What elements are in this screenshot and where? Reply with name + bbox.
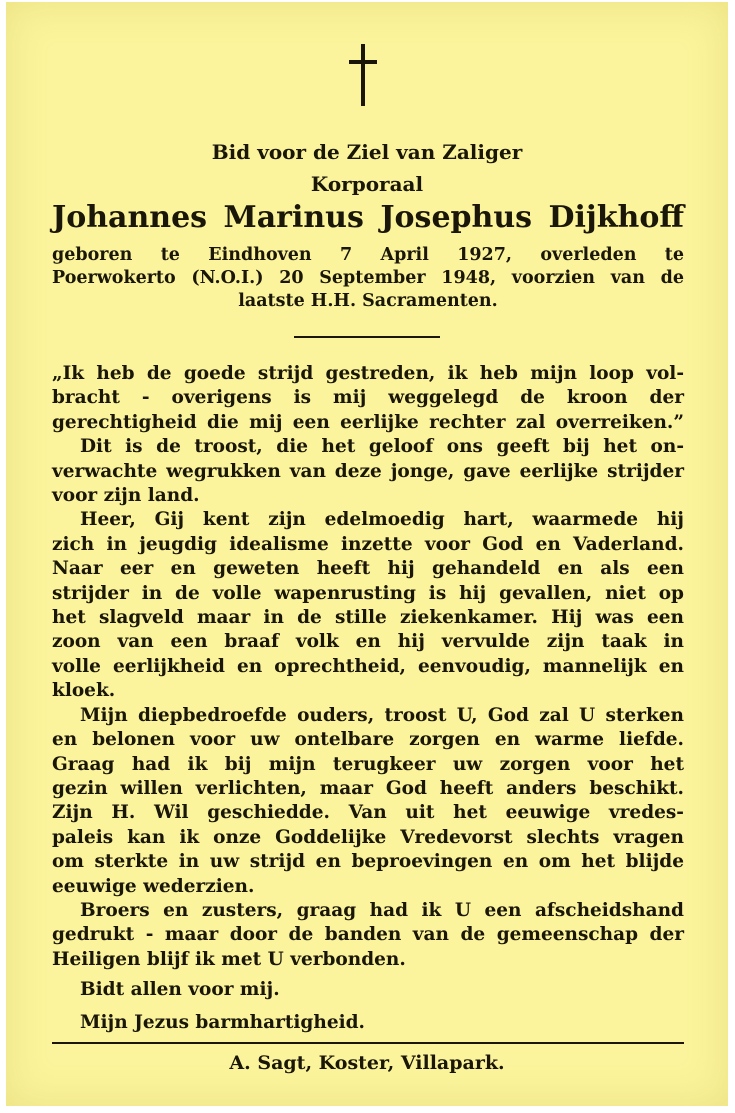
text-line: volle eerlijkheid en oprechtheid, eenvoudig, mannelijk en bbox=[52, 655, 684, 677]
divider-long bbox=[52, 1042, 684, 1044]
text-line: zoon van een braaf volk en hij vervulde zijn taak in bbox=[52, 631, 684, 653]
text-line: zich in jeugdig idealisme inzette voor God en Vaderland. bbox=[52, 533, 684, 555]
text-line: gedrukt - maar door de banden van de gemeenschap der bbox=[52, 924, 684, 946]
text-line: Mijn diepbedroefde ouders, troost U, God zal U sterken bbox=[80, 704, 684, 726]
deceased-name: Johannes Marinus Josephus Dijkhoff bbox=[52, 200, 684, 235]
text-line: „Ik heb de goede strijd gestreden, ik heb mijn loop vol- bbox=[52, 363, 684, 384]
cross-icon bbox=[346, 44, 380, 108]
text-line: paleis kan ik onze Goddelijke Vredevorst slechts vragen bbox=[52, 826, 684, 848]
text-line: Heiligen blijf ik met U verbonden. bbox=[52, 948, 406, 970]
text-line: voor zijn land. bbox=[52, 485, 200, 507]
text-line: en belonen voor uw ontelbare zorgen en warme liefde. bbox=[52, 729, 684, 751]
text-line: Dit is de troost, die het geloof ons geeft bij het on- bbox=[80, 436, 684, 458]
text-line: strijder in de volle wapenrusting is hij gevallen, niet op bbox=[52, 582, 684, 604]
memorial-text bbox=[52, 362, 684, 1035]
birth-line: Poerwokerto (N.O.I.) 20 September 1948, voorzien van de bbox=[52, 268, 684, 288]
birth-line: geboren te Eindhoven 7 April 1927, overleden te bbox=[52, 245, 684, 265]
text-line: verwachte wegrukken van deze jonge, gave eerlijke strijder bbox=[52, 460, 684, 482]
text-line: het slagveld maar in de stille ziekenkamer. Hij was een bbox=[52, 607, 684, 629]
printer-credit: A. Sagt, Koster, Villapark. bbox=[229, 1052, 505, 1074]
memorial-card bbox=[6, 2, 728, 1106]
text-line: eeuwige wederzien. bbox=[52, 875, 255, 897]
header-prayer: Bid voor de Ziel van Zaliger bbox=[211, 140, 523, 164]
text-line: Zijn H. Wil geschiedde. Van uit het eeuwige vredes- bbox=[52, 802, 684, 824]
text-line: Mijn Jezus barmhartigheid. bbox=[80, 1011, 365, 1033]
text-line: bracht - overigens is mij weggelegd de kroon der bbox=[52, 387, 684, 409]
divider-short bbox=[294, 336, 440, 338]
text-line: om sterkte in uw strijd en beproevingen en om het blijde bbox=[52, 851, 684, 873]
text-line: Naar eer en geweten heeft hij gehandeld en als een bbox=[52, 558, 684, 580]
text-line: gerechtigheid die mij een eerlijke rechter zal overreiken.” bbox=[52, 411, 684, 433]
text-line: gezin willen verlichten, maar God heeft anders beschikt. bbox=[52, 777, 684, 799]
birth-death-info bbox=[52, 244, 684, 313]
text-line: kloek. bbox=[52, 680, 116, 702]
text-line: Broers en zusters, graag had ik U een afscheidshand bbox=[80, 899, 684, 921]
text-line: Heer, Gij kent zijn edelmoedig hart, waarmede hij bbox=[80, 509, 684, 531]
text-line: Bidt allen voor mij. bbox=[80, 979, 280, 1001]
birth-line: laatste H.H. Sacramenten. bbox=[238, 291, 498, 311]
header-rank: Korporaal bbox=[310, 172, 424, 196]
text-line: Graag had ik bij mijn terugkeer uw zorgen voor het bbox=[52, 753, 684, 775]
